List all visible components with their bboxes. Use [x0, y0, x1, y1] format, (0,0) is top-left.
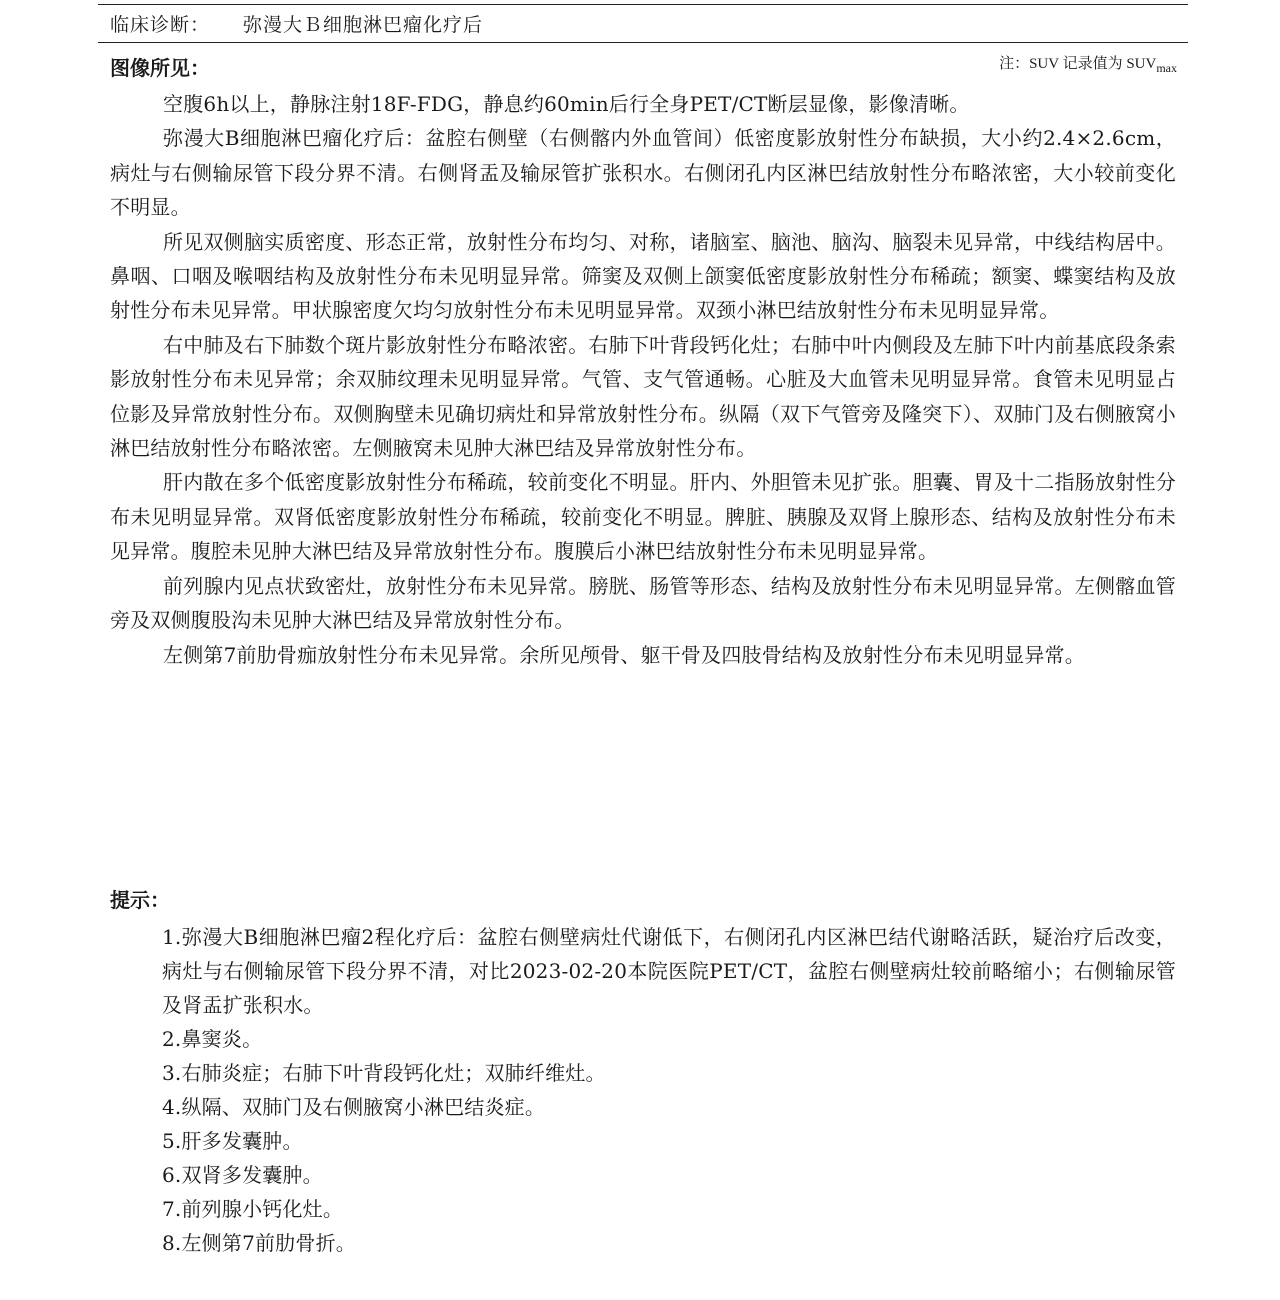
- hint-item: 6.双肾多发囊肿。: [162, 1163, 323, 1187]
- findings-paragraph: 左侧第7前肋骨痂放射性分布未见异常。余所见颅骨、躯干骨及四肢骨结构及放射性分布未见明显异常。: [163, 642, 1085, 667]
- hint-item: 2.鼻窦炎。: [162, 1027, 263, 1051]
- hint-item: 1.弥漫大B细胞淋巴瘤2程化疗后：盆腔右侧壁病灶代谢低下，右侧闭孔内区淋巴结代谢略活跃，疑治疗后改变，病灶与右侧输尿管下段分界不清，对比2023-02-20本院医院PET/CT，盆腔右侧壁病灶较前略缩小；右侧输尿管及肾盂扩张积水。: [162, 925, 1176, 1017]
- clinical-diagnosis-label: 临床诊断：: [110, 13, 211, 36]
- findings-paragraph: 所见双侧脑实质密度、形态正常，放射性分布均匀、对称，诸脑室、脑池、脑沟、脑裂未见异常，中线结构居中。鼻咽、口咽及喉咽结构及放射性分布未见明显异常。筛窦及双侧上颌窦低密度影放射性分布稀疏；额窦、蝶窦结构及放射性分布未见异常。甲状腺密度欠均匀放射性分布未见明显异常。双颈小淋巴结放射性分布未见明显异常。: [110, 229, 1176, 323]
- suv-note-subscript: max: [1156, 61, 1177, 75]
- findings-paragraph: 弥漫大B细胞淋巴瘤化疗后：盆腔右侧壁（右侧髂内外血管间）低密度影放射性分布缺损，大小约2.4×2.6cm，病灶与右侧输尿管下段分界不清。右侧肾盂及输尿管扩张积水。右侧闭孔内区淋巴结放射性分布略浓密，大小较前变化不明显。: [110, 126, 1176, 220]
- hint-item: 7.前列腺小钙化灶。: [162, 1197, 344, 1221]
- findings-paragraph: 空腹6h以上，静脉注射18F-FDG，静息约60min后行全身PET/CT断层显像，影像清晰。: [163, 92, 970, 116]
- hints-title: 提示：: [110, 888, 170, 912]
- hint-item: 5.肝多发囊肿。: [162, 1129, 303, 1153]
- clinical-diagnosis-value: 弥漫大Ｂ细胞淋巴瘤化疗后: [243, 13, 484, 36]
- findings-body: [110, 87, 1176, 672]
- hints-list: [162, 920, 1176, 1260]
- hint-item: 4.纵隔、双肺门及右侧腋窝小淋巴结炎症。: [162, 1095, 546, 1119]
- clinical-diagnosis-row: [110, 8, 483, 38]
- hint-item: 3.右肺炎症；右肺下叶背段钙化灶；双肺纤维灶。: [162, 1061, 606, 1085]
- findings-paragraph: 肝内散在多个低密度影放射性分布稀疏，较前变化不明显。肝内、外胆管未见扩张。胆囊、胃及十二指肠放射性分布未见明显异常。双肾低密度影放射性分布稀疏，较前变化不明显。脾脏、胰腺及双肾上腺形态、结构及放射性分布未见异常。腹腔未见肿大淋巴结及异常放射性分布。腹膜后小淋巴结放射性分布未见明显异常。: [110, 470, 1176, 564]
- top-divider: [98, 4, 1188, 5]
- hint-item: 8.左侧第7前肋骨折。: [162, 1231, 357, 1255]
- suv-note-text: 注：SUV 记录值为 SUV: [999, 56, 1157, 72]
- header-divider: [98, 42, 1188, 43]
- findings-paragraph: 右中肺及右下肺数个斑片影放射性分布略浓密。右肺下叶背段钙化灶；右肺中叶内侧段及左肺下叶内前基底段条索影放射性分布未见异常；余双肺纹理未见明显异常。气管、支气管通畅。心脏及大血管未见明显异常。食管未见明显占位影及异常放射性分布。双侧胸壁未见确切病灶和异常放射性分布。纵隔（双下气管旁及隆突下）、双肺门及右侧腋窝小淋巴结放射性分布略浓密。左侧腋窝未见肿大淋巴结及异常放射性分布。: [110, 332, 1176, 461]
- findings-paragraph: 前列腺内见点状致密灶，放射性分布未见异常。膀胱、肠管等形态、结构及放射性分布未见明显异常。左侧髂血管旁及双侧腹股沟未见肿大淋巴结及异常放射性分布。: [110, 573, 1176, 633]
- findings-title: 图像所见：: [110, 56, 210, 80]
- suv-note: [999, 52, 1177, 76]
